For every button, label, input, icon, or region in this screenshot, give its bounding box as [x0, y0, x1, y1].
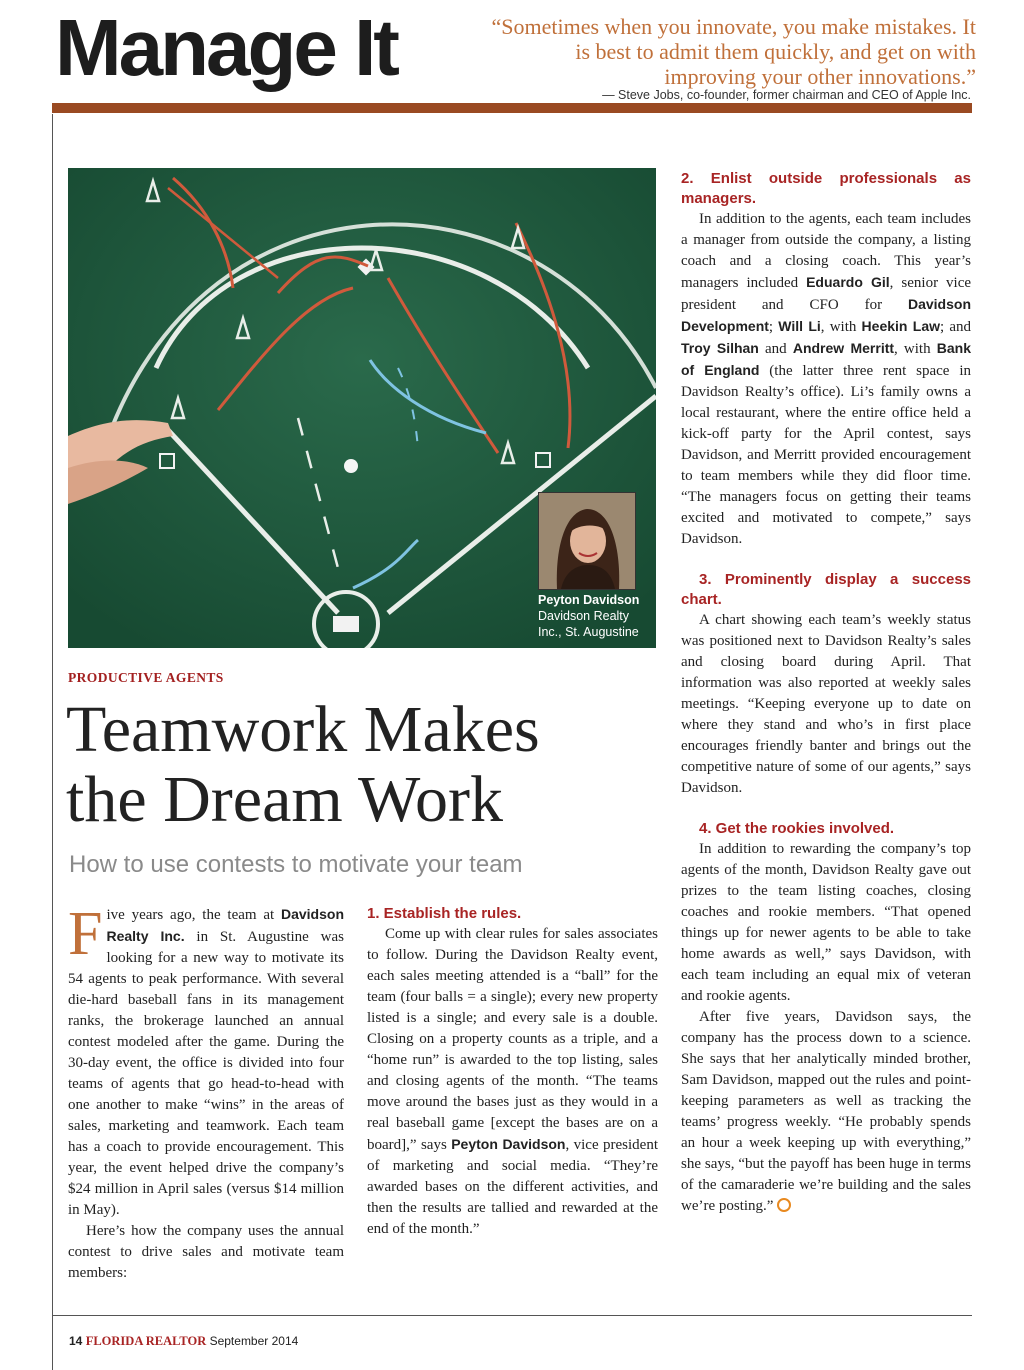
article-kicker: PRODUCTIVE AGENTS [68, 670, 224, 685]
s2-text: , with [820, 319, 862, 335]
caption-company: Davidson Realty [538, 609, 630, 623]
s2-text: and [758, 341, 793, 357]
s1-text-2: , vice president of marketing and social media. “They’re awarded bases on the different activities, and then the results are tallied and rewarded at the end of the month.” [367, 1137, 659, 1237]
quote-attribution: — Steve Jobs, co-founder, former chairman and CEO of Apple Inc. [602, 88, 971, 102]
section-3-heading: 3. Prominently display a success chart. [681, 571, 971, 608]
section-1-heading: 1. Establish the rules. [367, 905, 522, 922]
portrait-image [539, 493, 635, 589]
section-2-body [681, 209, 971, 550]
section-4-body-1: In addition to rewarding the company’s top agents of the month, Davidson Realty gave out prizes to the team listing coaches, closing coaches and rookie members. “That opened things up for newer agents to be able to take home awards as well,” says Davidson, with each team including an equal mix of veteran and rookie agents. [681, 841, 971, 1004]
closing-text: After five years, Davidson says, the company has the process down to a science. She says that her analytically minded brother, Sam Davidson, mapped out the rules and point-keeping parameters as well as tracking the teams’ progress weekly. “He probably spends an hour a week keeping up with everything,” she says, “but the payoff has been huge in terms of the camaraderie we’re building and the sales we’re posting.” [681, 1009, 971, 1214]
column-3 [681, 169, 971, 1217]
header-bar [52, 103, 972, 113]
s2-text: , with [894, 341, 937, 357]
company-name: Davidson Realty Inc. [106, 906, 344, 944]
s2-text: ; and [940, 319, 971, 335]
issue-date: September 2014 [209, 1334, 299, 1348]
headline-line-1: Teamwork Makes [66, 693, 540, 766]
section-4-body-2 [681, 1007, 971, 1217]
publication-name: FLORIDA REALTOR [85, 1334, 207, 1348]
s2-text: (the latter three rent space in Davidson Realty’s office). Li’s family owns a local restaurant, where the entire office held a kick-off party for the April contest, says Davidson, and Merritt provided encouragement to team members while they did floor time. “The managers focus on getting their teams excited and motivated to compete,” says Davidson. [681, 363, 971, 547]
caption-name: Peyton Davidson [538, 593, 640, 607]
section-3-body: A chart showing each team’s weekly status was positioned next to Davidson Realty’s sales and closing board during April. That information was also reported at weekly sales meetings. “Keeping everyone up to date on where they stand and who’s in first place encourages friendly banter and brings out the competitive nature of some of our agents,” says Davidson. [681, 612, 971, 796]
section-1-body [367, 924, 658, 1240]
page-footer [69, 1334, 298, 1349]
section-4-heading: 4. Get the rookies involved. [699, 820, 895, 837]
photo-caption [538, 592, 656, 640]
section-title: Manage It [55, 3, 397, 92]
s2-name: Troy Silhan [681, 340, 759, 356]
end-mark-icon [777, 1198, 791, 1212]
column-2 [367, 904, 658, 1240]
s1-text-1: Come up with clear rules for sales associates to follow. During the Davidson Realty event, each sales meeting attended is a “ball” for the team (four balls = a single); every new property listed is a single; and every sale is a double. Closing on a property counts as a triple, and a “home run” is awarded to the top listing, sales and closing agents of the month. “The teams move around the bases just as they would in a real baseball game [except the bases are on a board],” says [367, 926, 658, 1153]
intro-paragraph [68, 900, 344, 1221]
article-headline [66, 695, 656, 835]
portrait-photo [538, 492, 636, 590]
s2-text: , senior vice president and CFO for [681, 275, 972, 313]
s2-text: ; [768, 319, 779, 335]
s2-text: In addition to the agents, each team includes a manager from outside the company, a listing coach and a closing coach. This year’s managers included [681, 211, 971, 291]
drop-cap: F [68, 900, 103, 968]
section-2-heading: 2. Enlist outside professionals as managers. [681, 170, 971, 207]
s2-name: Eduardo Gil [806, 274, 890, 290]
s2-name: Heekin Law [861, 318, 940, 334]
column-1 [68, 900, 344, 1284]
intro-text-2: in St. Augustine was looking for a new way to motivate its 54 agents to peak performance. With several die-hard baseball fans in its management ranks, the brokerage launched an annual contest modeled after the game. During the 30-day event, the office is divided into four teams of agents that go head-to-head with one another to make “wins” in the areas of sales, marketing and teamwork. Each team has a coach to provide encouragement. This year, the event helped drive the company’s $24 million in April sales (versus $14 million in May). [68, 929, 344, 1218]
s2-name: Andrew Merritt [792, 340, 895, 356]
left-margin-rule [52, 114, 53, 1370]
person-name: Peyton Davidson [451, 1136, 566, 1152]
caption-location: Inc., St. Augustine [538, 625, 639, 639]
article-dek: How to use contests to motivate your team [69, 851, 523, 878]
s2-name: Will Li [778, 318, 821, 334]
intro-text-1: ive years ago, the team at [106, 907, 281, 923]
page-number: 14 [69, 1334, 83, 1348]
pull-quote: “Sometimes when you innovate, you make mistakes. It is best to admit them quickly, and get on with improving your other innovations.” [491, 14, 976, 89]
s2-name: Bank of England [681, 340, 971, 378]
intro-paragraph-2: Here’s how the company uses the annual contest to drive sales and motivate team members: [68, 1223, 344, 1281]
s2-name: Davidson Development [681, 296, 971, 334]
footer-rule [52, 1315, 972, 1316]
headline-line-2: the Dream Work [66, 763, 503, 836]
